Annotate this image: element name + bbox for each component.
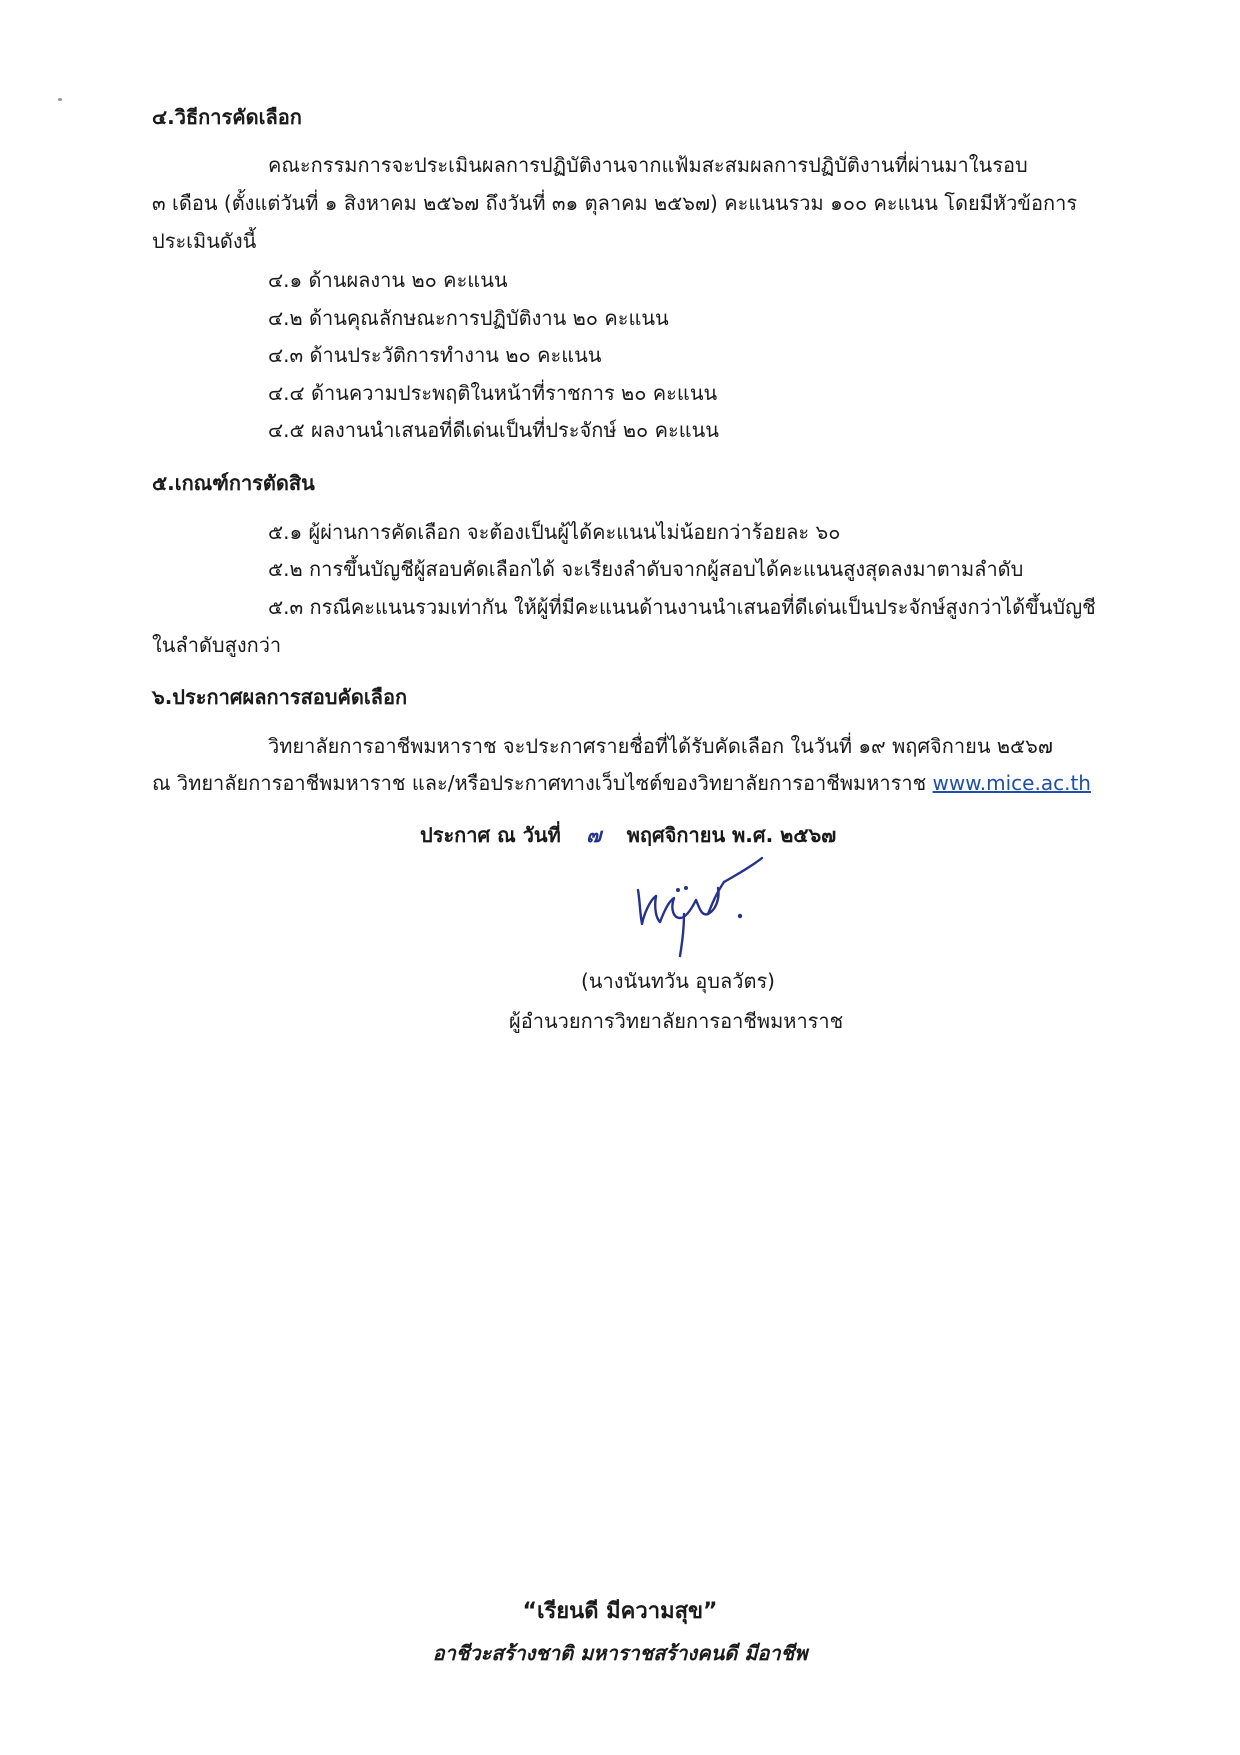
criteria-item-4-5: ๔.๕ ผลงานนำเสนอที่ดีเด่นเป็นที่ประจักษ์ ๒๐ คะแนน (268, 418, 719, 442)
motto-line-1: “เรียนดี มีความสุข” (522, 1599, 718, 1624)
announcement-prefix: ประกาศ ณ วันที่ (420, 823, 561, 847)
announcement-suffix: พฤศจิกายน พ.ศ. ๒๕๖๗ (626, 823, 837, 847)
judging-item-5-1: ๕.๑ ผู้ผ่านการคัดเลือก จะต้องเป็นผู้ได้คะแนนไม่น้อยกว่าร้อยละ ๖๐ (268, 520, 841, 544)
signer-position: ผู้อำนวยการวิทยาลัยการอาชีพมหาราช (509, 1009, 844, 1033)
section-6-heading: ๖.ประกาศผลการสอบคัดเลือก (152, 685, 408, 709)
announcement-day-handwritten: ๗ (586, 823, 602, 847)
judging-item-5-3-continued: ในลำดับสูงกว่า (152, 633, 282, 657)
section-6-paragraph-line-2 (152, 770, 1091, 796)
scan-speck (58, 98, 62, 101)
announcement-date (420, 822, 836, 848)
website-link[interactable]: www.mice.ac.th (932, 771, 1091, 795)
judging-item-5-2: ๕.๒ การขึ้นบัญชีผู้สอบคัดเลือกได้ จะเรียงลำดับจากผู้สอบได้คะแนนสูงสุดลงมาตามลำดับ (268, 557, 1024, 581)
criteria-item-4-2: ๔.๒ ด้านคุณลักษณะการปฏิบัติงาน ๒๐ คะแนน (268, 306, 669, 330)
motto-line-2: อาชีวะสร้างชาติ มหาราชสร้างคนดี มีอาชีพ (432, 1641, 808, 1665)
signature-icon (620, 852, 770, 962)
judging-item-5-3: ๕.๓ กรณีคะแนนรวมเท่ากัน ให้ผู้ที่มีคะแนนด้านงานนำเสนอที่ดีเด่นเป็นประจักษ์สูงกว่าได้ขึ้นบัญชี (268, 595, 1096, 619)
signer-name: (นางนันทวัน อุบลวัตร) (581, 969, 775, 993)
criteria-item-4-4: ๔.๔ ด้านความประพฤติในหน้าที่ราชการ ๒๐ คะแนน (268, 381, 718, 405)
section-4-paragraph-line-2: ๓ เดือน (ตั้งแต่วันที่ ๑ สิงหาคม ๒๕๖๗ ถึงวันที่ ๓๑ ตุลาคม ๒๕๖๗) คะแนนรวม ๑๐๐ คะแนน โดยมีหัวข้อการ (152, 191, 1078, 215)
section-4-heading: ๔.วิธีการคัดเลือก (152, 105, 302, 129)
signature (620, 852, 770, 962)
section-5-heading: ๕.เกณฑ์การตัดสิน (152, 471, 315, 495)
section-4-paragraph-line-3: ประเมินดังนี้ (152, 229, 257, 253)
section-4-paragraph-line-1: คณะกรรมการจะประเมินผลการปฏิบัติงานจากแฟ้มสะสมผลการปฏิบัติงานที่ผ่านมาในรอบ (268, 153, 1028, 177)
criteria-item-4-3: ๔.๓ ด้านประวัติการทำงาน ๒๐ คะแนน (268, 343, 602, 367)
criteria-item-4-1: ๔.๑ ด้านผลงาน ๒๐ คะแนน (268, 268, 508, 292)
section-6-paragraph-line-1: วิทยาลัยการอาชีพมหาราช จะประกาศรายชื่อที่ได้รับคัดเลือก ในวันที่ ๑๙ พฤศจิกายน ๒๕๖๗ (268, 734, 1053, 758)
section-6-paragraph-text: ณ วิทยาลัยการอาชีพมหาราช และ/หรือประกาศทางเว็บไซต์ของวิทยาลัยการอาชีพมหาราช (152, 771, 933, 795)
